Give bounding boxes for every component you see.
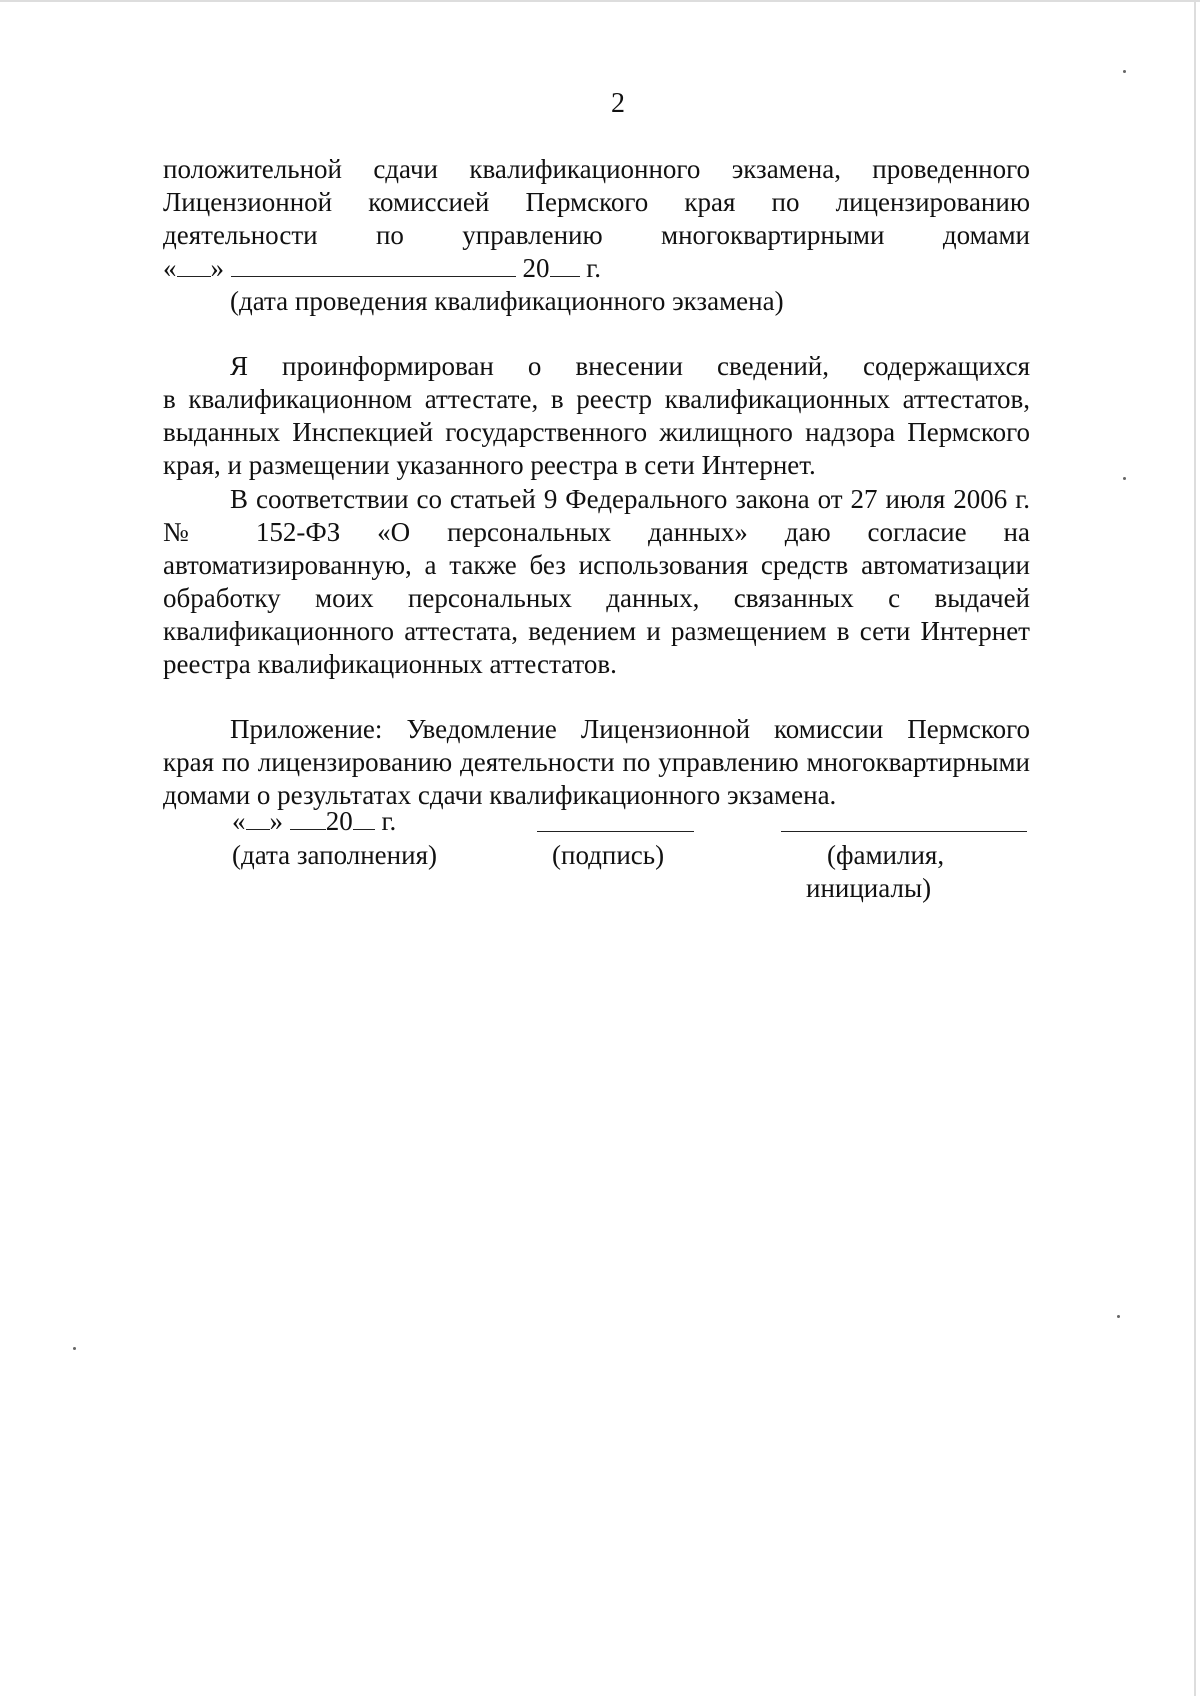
- scan-speck: [1123, 70, 1126, 73]
- scan-speck: [1123, 477, 1126, 480]
- page-number: 2: [611, 88, 625, 119]
- name-blank-line[interactable]: [781, 831, 1027, 832]
- appendix-text-line-1: Приложение: Уведомление Лицензионной комиссии Пермского: [230, 714, 1030, 744]
- scan-top-edge: [0, 0, 1200, 2]
- name-caption-line-1: (фамилия,: [827, 840, 945, 870]
- consent-text-line-3: автоматизированную, а также без использования средств автоматизации: [163, 550, 1030, 580]
- fill-date-open-quote: «: [232, 806, 246, 836]
- exam-text-line-1: положительной сдачи квалификационного экзамена, проведенного: [163, 154, 1030, 184]
- consent-text-line-1: В соответствии со статьей 9 Федерального закона от 27 июля 2006 г.: [230, 484, 1030, 514]
- consent-text-line-4: обработку моих персональных данных, связанных с выдачей: [163, 583, 1030, 613]
- name-caption-line-2: инициалы): [806, 873, 932, 903]
- exam-text-line-2: Лицензионной комиссией Пермского края по лицензированию: [163, 187, 1030, 217]
- scan-right-edge: [1194, 0, 1196, 1696]
- registry-text-line-4: края, и размещении указанного реестра в сети Интернет.: [163, 450, 816, 480]
- exam-date-caption: (дата проведения квалификационного экзамена): [230, 286, 784, 316]
- fill-date-month-blank[interactable]: [290, 828, 326, 830]
- scan-speck: [73, 1347, 76, 1350]
- exam-date-close-quote: »: [210, 253, 224, 283]
- exam-date-month-blank[interactable]: [231, 275, 516, 277]
- fill-date-day-blank[interactable]: [246, 828, 270, 830]
- fill-date-year-prefix: 20: [325, 806, 353, 836]
- appendix-text-line-2: края по лицензированию деятельности по управлению многоквартирными: [163, 747, 1030, 777]
- registry-text-line-3: выданных Инспекцией государственного жилищного надзора Пермского: [163, 417, 1030, 447]
- fill-date-close-quote: »: [269, 806, 283, 836]
- consent-text-line-5: квалификационного аттестата, ведением и размещением в сети Интернет: [163, 616, 1030, 646]
- exam-date-year-suffix: г.: [586, 253, 602, 283]
- exam-text-line-3: деятельности по управлению многоквартирными домами: [163, 220, 1030, 250]
- consent-text-line-6: реестра квалификационных аттестатов.: [163, 649, 617, 679]
- exam-date-year-prefix: 20: [522, 253, 550, 283]
- exam-date-year-blank[interactable]: [550, 275, 580, 277]
- fill-date-caption: (дата заполнения): [232, 840, 437, 870]
- fill-date-line: [232, 805, 396, 837]
- exam-date-open-quote: «: [163, 253, 177, 283]
- exam-date-day-blank[interactable]: [177, 275, 211, 277]
- appendix-text-line-3: домами о результатах сдачи квалификационного экзамена.: [163, 780, 837, 810]
- fill-date-year-blank[interactable]: [353, 828, 375, 830]
- registry-text-line-2: в квалификационном аттестате, в реестр квалификационных аттестатов,: [163, 384, 1030, 414]
- fill-date-year-suffix: г.: [381, 806, 397, 836]
- consent-text-line-2: № 152-ФЗ «О персональных данных» даю согласие на: [163, 517, 1030, 547]
- signature-blank-line[interactable]: [537, 831, 694, 832]
- scan-speck: [1117, 1315, 1120, 1318]
- registry-text-line-1: Я проинформирован о внесении сведений, содержащихся: [230, 351, 1030, 381]
- exam-date-fill-line: [163, 252, 1030, 284]
- signature-caption: (подпись): [552, 840, 665, 870]
